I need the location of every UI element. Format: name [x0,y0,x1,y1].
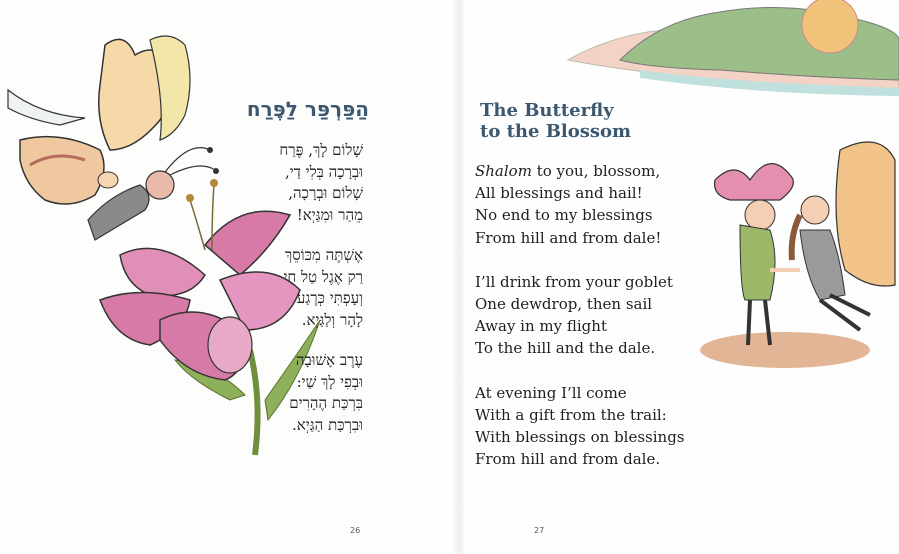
english-title-line: The Butterfly [480,100,614,121]
english-line: I’ll drink from your goblet [475,272,673,291]
hebrew-line: וְעָפְתִּי כְּרֶגַע [296,289,363,307]
hill-illustration [568,0,899,96]
english-title-line: to the Blossom [480,121,632,142]
english-poem [475,160,685,492]
hebrew-poem [143,140,363,455]
hebrew-line: בִּרְכַּת הֶהָרִים [289,394,363,412]
english-line: All blessings and hail! [475,184,643,203]
page-number-right: 27 [534,526,545,535]
hebrew-line: אֶשְׁתֶּה מִכּוֹסֵךְ [284,246,363,264]
english-line: One dewdrop, then sail [475,295,653,314]
page-number-left: 26 [350,526,361,535]
hebrew-line: שָׁלוֹם לָךְ, פֶּרַח [279,141,363,159]
english-stanza [475,160,685,249]
english-stanza [475,382,685,471]
english-line: From hill and from dale. [475,450,661,469]
hebrew-stanza [143,350,363,436]
english-line: With blessings on blessings [475,428,685,447]
hebrew-stanza [143,245,363,331]
shalom-word: Shalom [475,162,532,180]
english-stanza [475,271,685,360]
english-line: Away in my flight [475,317,607,336]
hebrew-title: הַפַּרְפַּר לַפֶּרַח [246,97,369,121]
english-title [480,100,631,142]
hebrew-line: וּבִרְכַּת הַגַּיְא. [292,415,363,434]
english-line: From hill and from dale! [475,228,662,247]
hebrew-line: עֶרֶב אָשׁוּבָה [295,351,363,369]
hebrew-line: לָהָר וְלַגַּיְא. [301,310,363,329]
hebrew-line: שָׁלוֹם וּבְרָכָה, [288,184,363,202]
english-line: To the hill and the dale. [475,339,656,358]
english-line: At evening I’ll come [475,383,627,402]
hebrew-line: וּבְרָכָה בְּלִי דַי, [284,162,363,181]
hebrew-line: רַק אֶגֶל טַל חַי [283,267,363,286]
hebrew-stanza [143,140,363,226]
hebrew-line: וּבְפִי לָךְ שַׁי: [296,372,363,391]
hebrew-line: מֵהַר וּמִגַּיְא! [296,205,363,224]
english-line [475,160,685,182]
english-line: With a gift from the trail: [475,405,667,424]
english-line: No end to my blessings [475,206,653,225]
fairies-illustration [700,142,895,368]
english-line-rest: to you, blossom, [531,162,661,180]
